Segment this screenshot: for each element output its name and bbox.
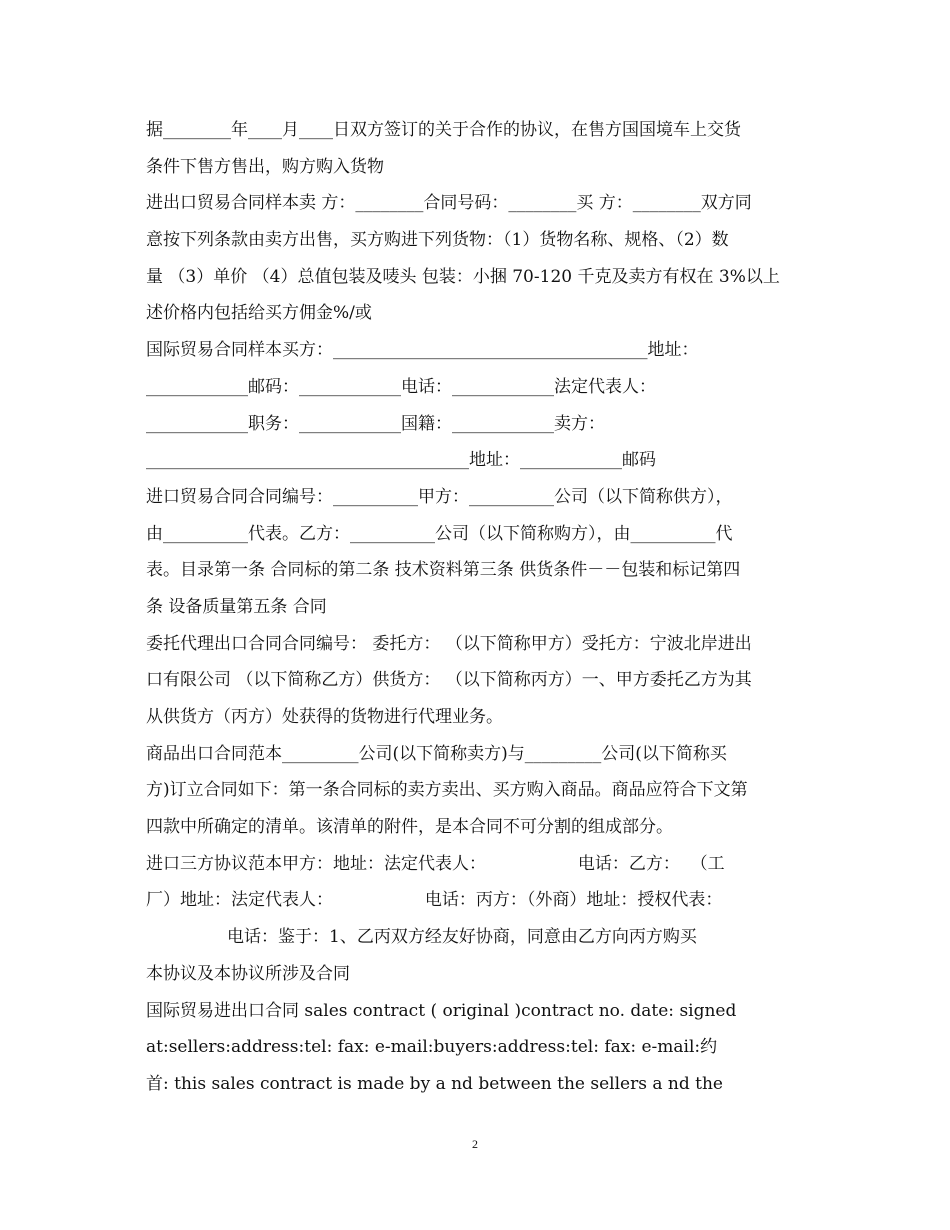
text-line: 表。目录第一条 合同标的第二条 技术资料第三条 供货条件－－包装和标记第四	[146, 560, 741, 581]
text-line: 国际贸易合同样本买方：_____________________________________地址：	[146, 340, 699, 361]
text-line: 条件下售方售出，购方购入货物	[146, 156, 384, 177]
text-line: 电话：鉴于：1、乙丙双方经友好协商，同意由乙方向丙方购买	[146, 927, 697, 948]
page-number: 2	[472, 1137, 478, 1151]
text-line: 厂）地址：法定代表人： 电话：丙方：（外商）地址：授权代表：	[146, 890, 723, 911]
text-line: 量 （3）单价 （4）总值包装及唛头 包装：小捆 70-120 千克及卖方有权在 3%以上	[146, 266, 780, 287]
document-body	[146, 112, 808, 1103]
text-line: 首: this sales contract is made by a nd between the sellers a nd the	[146, 1073, 723, 1094]
text-line: 意按下列条款由卖方出售，买方购进下列货物：（1）货物名称、规格、（2）数	[146, 230, 729, 251]
text-line: 委托代理出口合同合同编号： 委托方： （以下简称甲方）受托方：宁波北岸进出	[146, 633, 752, 654]
text-line: at:sellers:address:tel: fax: e-mail:buyers:address:tel: fax: e-mail:约	[146, 1037, 718, 1058]
text-line: 国际贸易进出口合同 sales contract ( original )contract no. date: signed	[146, 1000, 737, 1021]
text-line: 由__________代表。乙方：__________公司（以下简称购方），由__________代	[146, 523, 733, 544]
text-line: 据________年____月____日双方签订的关于合作的协议，在售方国国境车上交货	[146, 120, 741, 140]
text-line: 口有限公司 （以下简称乙方）供货方： （以下简称丙方）一、甲方委托乙方为其	[146, 670, 752, 691]
text-line: 从供货方（丙方）处获得的货物进行代理业务。	[146, 707, 503, 727]
text-line: 方)订立合同如下：第一条合同标的卖方卖出、买方购入商品。商品应符合下文第	[146, 780, 748, 801]
text-line: 本协议及本协议所涉及合同	[146, 963, 350, 984]
text-line: 条 设备质量第五条 合同	[146, 596, 327, 617]
text-line: ____________职务：____________国籍：____________卖方：	[146, 413, 605, 434]
text-line: 进口三方协议范本甲方：地址：法定代表人： 电话：乙方： （工	[146, 853, 725, 874]
text-line: 四款中所确定的清单。该清单的附件，是本合同不可分割的组成部分。	[146, 817, 673, 838]
text-line: 商品出口合同范本_________公司(以下简称卖方)与_________公司(以下简称买	[146, 743, 727, 764]
text-line: 进口贸易合同合同编号：__________甲方：__________公司（以下简称供方），	[146, 486, 733, 507]
text-line: ______________________________________地址：____________邮码	[146, 450, 656, 471]
text-line: ____________邮码：____________电话：____________法定代表人：	[146, 376, 656, 397]
text-line: 进出口贸易合同样本卖 方：________合同号码：________买 方：________双方同	[146, 193, 752, 214]
text-line: 述价格内包括给买方佣金%/或	[146, 303, 372, 324]
